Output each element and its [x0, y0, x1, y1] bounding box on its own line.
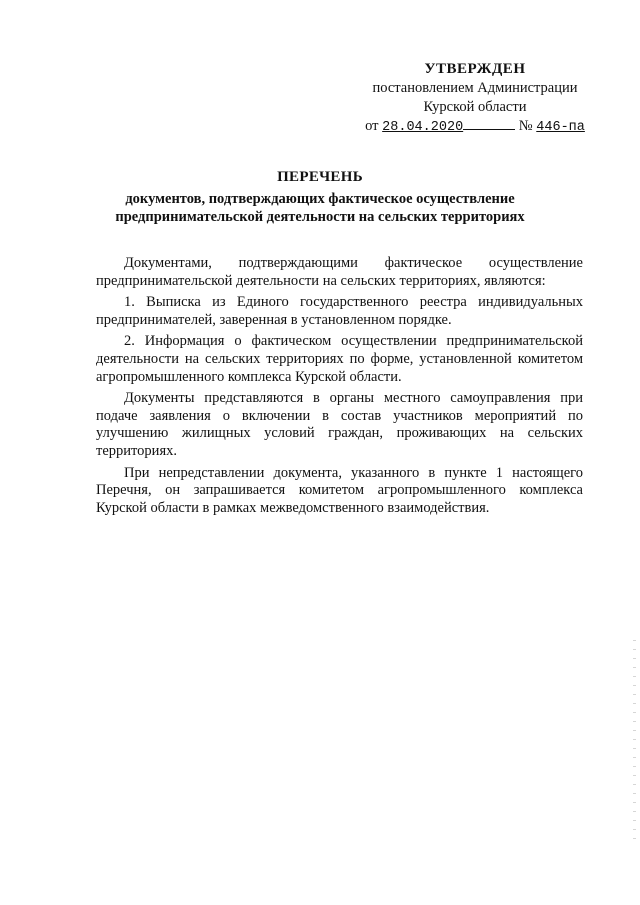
- title-subtitle-line2: предпринимательской деятельности на сельских территориях: [115, 209, 525, 225]
- title-subtitle-line1: документов, подтверждающих фактическое осуществление: [125, 191, 515, 207]
- approval-region-line: Курской области: [423, 99, 527, 115]
- approval-number: 446-па: [536, 120, 585, 135]
- title-heading: ПЕРЕЧЕНЬ: [277, 169, 363, 185]
- body-paragraph: Документы представляются в органы местного самоуправления при подаче заявления о включении в состав участников мероприятий по улучшению жилищных условий граждан, проживающих на сельских территориях.: [96, 390, 583, 459]
- body-paragraph: 1. Выписка из Единого государственного реестра индивидуальных предпринимателей, заверенная в установленном порядке.: [96, 294, 583, 328]
- scan-edge-marks: [633, 640, 636, 840]
- date-prefix: от: [365, 118, 379, 134]
- body-paragraph: Документами, подтверждающими фактическое осуществление предпринимательской деятельности на сельских территориях, являются:: [96, 255, 583, 289]
- body-paragraph: 2. Информация о фактическом осуществлении предпринимательской деятельности на сельских территориях по форме, установленной комитетом агропромышленного комплекса Курской области.: [96, 333, 583, 385]
- date-underline-blank: [463, 117, 515, 130]
- approval-issuer-line: постановлением Администрации: [372, 80, 578, 96]
- document-title: [60, 168, 580, 226]
- body-paragraph: При непредставлении документа, указанного в пункте 1 настоящего Перечня, он запрашивается комитетом агропромышленного комплекса Курской области в рамках межведомственного взаимодействия.: [96, 464, 583, 516]
- approval-date: 28.04.2020: [382, 120, 464, 135]
- approval-block: [355, 60, 595, 137]
- approval-stamp: УТВЕРЖДЕН: [424, 61, 526, 77]
- number-prefix: №: [518, 118, 533, 134]
- approval-date-line: [355, 117, 595, 137]
- document-body: [96, 255, 583, 521]
